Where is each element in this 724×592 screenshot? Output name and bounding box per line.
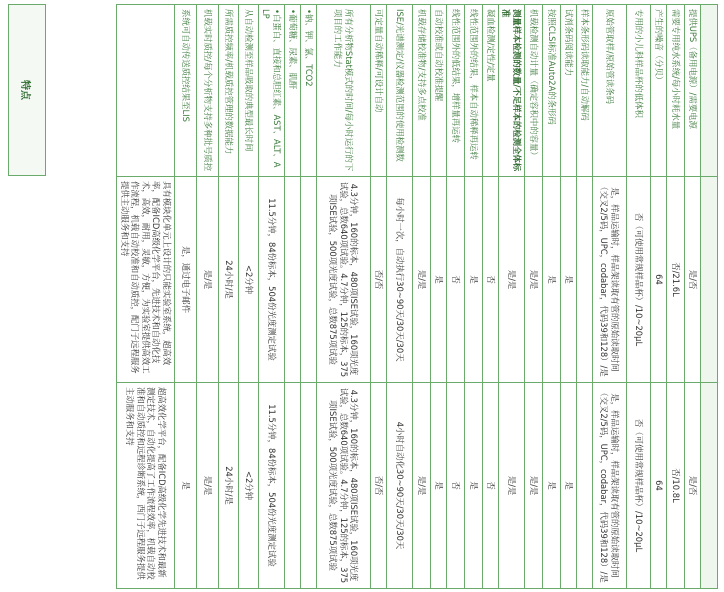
value-cell-a bbox=[577, 177, 593, 383]
table-row bbox=[499, 5, 525, 589]
value-cell-b: 否/10.8L bbox=[667, 383, 685, 589]
feature-cell: 原始管取样/原始管读条码 bbox=[593, 5, 627, 177]
feature-cell: 系统可自动传送质控结果至LIS bbox=[175, 5, 197, 177]
feature-cell: 提供UPS（备用电源）/需要电源 bbox=[685, 5, 701, 177]
table-row bbox=[197, 5, 219, 589]
feature-cell: •葡萄糖、尿素、肌酐 bbox=[285, 5, 301, 177]
table-row bbox=[413, 5, 431, 589]
table-row bbox=[593, 5, 627, 589]
value-cell-a: 24小时/是 bbox=[219, 177, 239, 383]
value-cell-a: 是，样品运输时，样品架读取有管的原始读取时间（交叉2/5码，UPC，codabar，代码39和128）/是 bbox=[593, 177, 627, 383]
comparison-table bbox=[117, 4, 719, 589]
value-cell-b: 4.3分钟，160的标本，480项ISE试验，160项光度试验，总数640项试验。4.7分钟，125的标本，375项ISE试验，500项光度试验，总数875项试验 bbox=[317, 383, 371, 589]
value-cell-b: 是 bbox=[175, 383, 197, 589]
value-cell-a: 是 bbox=[465, 177, 483, 383]
value-cell-a: 是 bbox=[431, 177, 447, 383]
value-cell-b bbox=[577, 383, 593, 589]
value-cell-b: 是 bbox=[543, 383, 561, 589]
value-cell-a: 4.3分钟，160的标本，480项ISE试验，160项光度试验，总数640项试验。4.7分钟，125的标本，375项ISE试验，500项光度试验，总数875项试验 bbox=[317, 177, 371, 383]
value-cell-a: 否 bbox=[483, 177, 499, 383]
feature-cell: 样本条形码读取能力/自动解码 bbox=[577, 5, 593, 177]
value-cell-b: 是/是 bbox=[525, 383, 543, 589]
table-row bbox=[651, 5, 667, 589]
value-cell-a bbox=[285, 177, 301, 383]
table-row bbox=[175, 5, 197, 589]
feature-cell: 从自动检测至样品吸取的典型最长时间 bbox=[239, 5, 259, 177]
value-cell-b: 否（可使用常规样品杯）/10~20μL bbox=[627, 383, 651, 589]
value-cell-b bbox=[301, 383, 317, 589]
header-cell bbox=[701, 5, 718, 177]
value-cell-b: 是 bbox=[561, 383, 577, 589]
feature-cell: 机载存储校准物/支持多点校准 bbox=[413, 5, 431, 177]
value-cell-a: 是/是 bbox=[499, 177, 525, 383]
table-row bbox=[667, 5, 685, 589]
value-cell-a: 64 bbox=[651, 177, 667, 383]
value-cell-b: 否/否 bbox=[371, 383, 387, 589]
value-cell-b: 否 bbox=[447, 383, 465, 589]
value-cell-b: 否 bbox=[483, 383, 499, 589]
table-row bbox=[447, 5, 465, 589]
header-cell bbox=[701, 177, 718, 383]
table-row bbox=[525, 5, 543, 589]
feature-cell: 可定量自动稀释/可设计自动 bbox=[371, 5, 387, 177]
feature-cell: 专用的小儿科样品杯的低体积 bbox=[627, 5, 651, 177]
table-row bbox=[627, 5, 651, 589]
table-row bbox=[387, 5, 413, 589]
value-cell-b: 是，样品运输时，样品架读取有管的原始读取时间（交叉2/5码，UPC，codabar，代码39和128）/是 bbox=[593, 383, 627, 589]
table-row bbox=[685, 5, 701, 589]
value-cell-b: 是/是 bbox=[499, 383, 525, 589]
table-row bbox=[577, 5, 593, 589]
value-cell-a: 是/是 bbox=[525, 177, 543, 383]
feature-cell: 机载检测自动计量（确定容积中的容量） bbox=[525, 5, 543, 177]
value-cell-b: 4小时自动化30~90天/30天/30天 bbox=[387, 383, 413, 589]
feature-cell: 测量样本检测的数量/不足样本的检测全体标准 bbox=[499, 5, 525, 177]
value-cell-a: 否/21.6L bbox=[667, 177, 685, 383]
value-cell-b: <2分钟 bbox=[239, 383, 259, 589]
feature-cell: 所有分析物Stat模式的时间/每小时运行的下项目的工作能力 bbox=[317, 5, 371, 177]
feature-cell bbox=[117, 5, 175, 177]
value-cell-a: 否/否 bbox=[371, 177, 387, 383]
table-row bbox=[259, 5, 285, 589]
value-cell-a: 11.5分钟，84份标本，504份光度测定试验 bbox=[259, 177, 285, 383]
table-row bbox=[483, 5, 499, 589]
feature-cell: 所需质控频率/机载质控管理的数据能力 bbox=[219, 5, 239, 177]
value-cell-a: 否（可使用常规样品杯）/10~20μL bbox=[627, 177, 651, 383]
value-cell-a: 是/是 bbox=[413, 177, 431, 383]
value-cell-a: 每小时一次，自动执行30~90天/30天/30天 bbox=[387, 177, 413, 383]
feature-cell: •钠、钾、氯、TCO2 bbox=[301, 5, 317, 177]
table-row bbox=[239, 5, 259, 589]
table-row bbox=[465, 5, 483, 589]
value-cell-b: 24小时/是 bbox=[219, 383, 239, 589]
feature-cell: 凝血检测/定性/定量 bbox=[483, 5, 499, 177]
value-cell-b: 超高效化学平台，配备ICD高级化学先进技术和最新测定技术，自动化提高了工作流程效率，机载自动校准和自动质控和远程诊断系统，西门子远程服务提供主动服务和支持 bbox=[117, 383, 175, 589]
table-row bbox=[301, 5, 317, 589]
value-cell-a: <2分钟 bbox=[239, 177, 259, 383]
header-cell bbox=[701, 383, 718, 589]
value-cell-a: 是/是 bbox=[197, 177, 219, 383]
value-cell-a: 是/否 bbox=[685, 177, 701, 383]
value-cell-a: 具有模块化单元上设计的只能实验室系统，超高效率，配备ICD高级化学平台，先进技术和自动化技术，高效，耐用，灵敏，方便，为实验室提供高效工作流程，机载自动校准和自动质控，配门子远程服务提供主动服务和支持 bbox=[117, 177, 175, 383]
value-cell-b: 是/是 bbox=[413, 383, 431, 589]
feature-cell: ISE/光谱测定/仪器检测范围的使用检测数 bbox=[387, 5, 413, 177]
feature-cell: 自动校准或自动校准提醒 bbox=[431, 5, 447, 177]
value-cell-b: 是/是 bbox=[197, 383, 219, 589]
table-row bbox=[543, 5, 561, 589]
section-label: 特点 bbox=[8, 4, 46, 176]
feature-cell: 线性范围外的结果，样本自动稀释再运转 bbox=[465, 5, 483, 177]
table-header-row bbox=[701, 5, 718, 589]
feature-cell: 产生的噪音（分贝） bbox=[651, 5, 667, 177]
table-row bbox=[561, 5, 577, 589]
feature-cell: 线性范围外的低结果，增样量再运转 bbox=[447, 5, 465, 177]
value-cell-b: 是 bbox=[465, 383, 483, 589]
feature-cell: 按照CLSI标准Auto2A的条形码 bbox=[543, 5, 561, 177]
table-row bbox=[285, 5, 301, 589]
value-cell-b: 64 bbox=[651, 383, 667, 589]
value-cell-a: 是 bbox=[561, 177, 577, 383]
value-cell-b: 11.5分钟，84份标本，504份光度测定试验 bbox=[259, 383, 285, 589]
table-row bbox=[431, 5, 447, 589]
value-cell-a: 否 bbox=[447, 177, 465, 383]
feature-cell: 机载实时质控/每个分析物支持多种批号质控 bbox=[197, 5, 219, 177]
value-cell-a: 是，通过电子邮件 bbox=[175, 177, 197, 383]
table-row bbox=[117, 5, 175, 589]
feature-cell: 需要专用纯水系统/每小时耗水量 bbox=[667, 5, 685, 177]
value-cell-b bbox=[285, 383, 301, 589]
value-cell-b: 是 bbox=[431, 383, 447, 589]
value-cell-b: 是/否 bbox=[685, 383, 701, 589]
feature-cell: •白蛋白、直接和总胆红素、AST、ALT、ALP bbox=[259, 5, 285, 177]
table-row bbox=[371, 5, 387, 589]
table-body bbox=[117, 5, 701, 589]
table-row bbox=[317, 5, 371, 589]
feature-cell: 试剂条码阅读能力 bbox=[561, 5, 577, 177]
value-cell-a: 是 bbox=[543, 177, 561, 383]
table-row bbox=[219, 5, 239, 589]
value-cell-a bbox=[301, 177, 317, 383]
